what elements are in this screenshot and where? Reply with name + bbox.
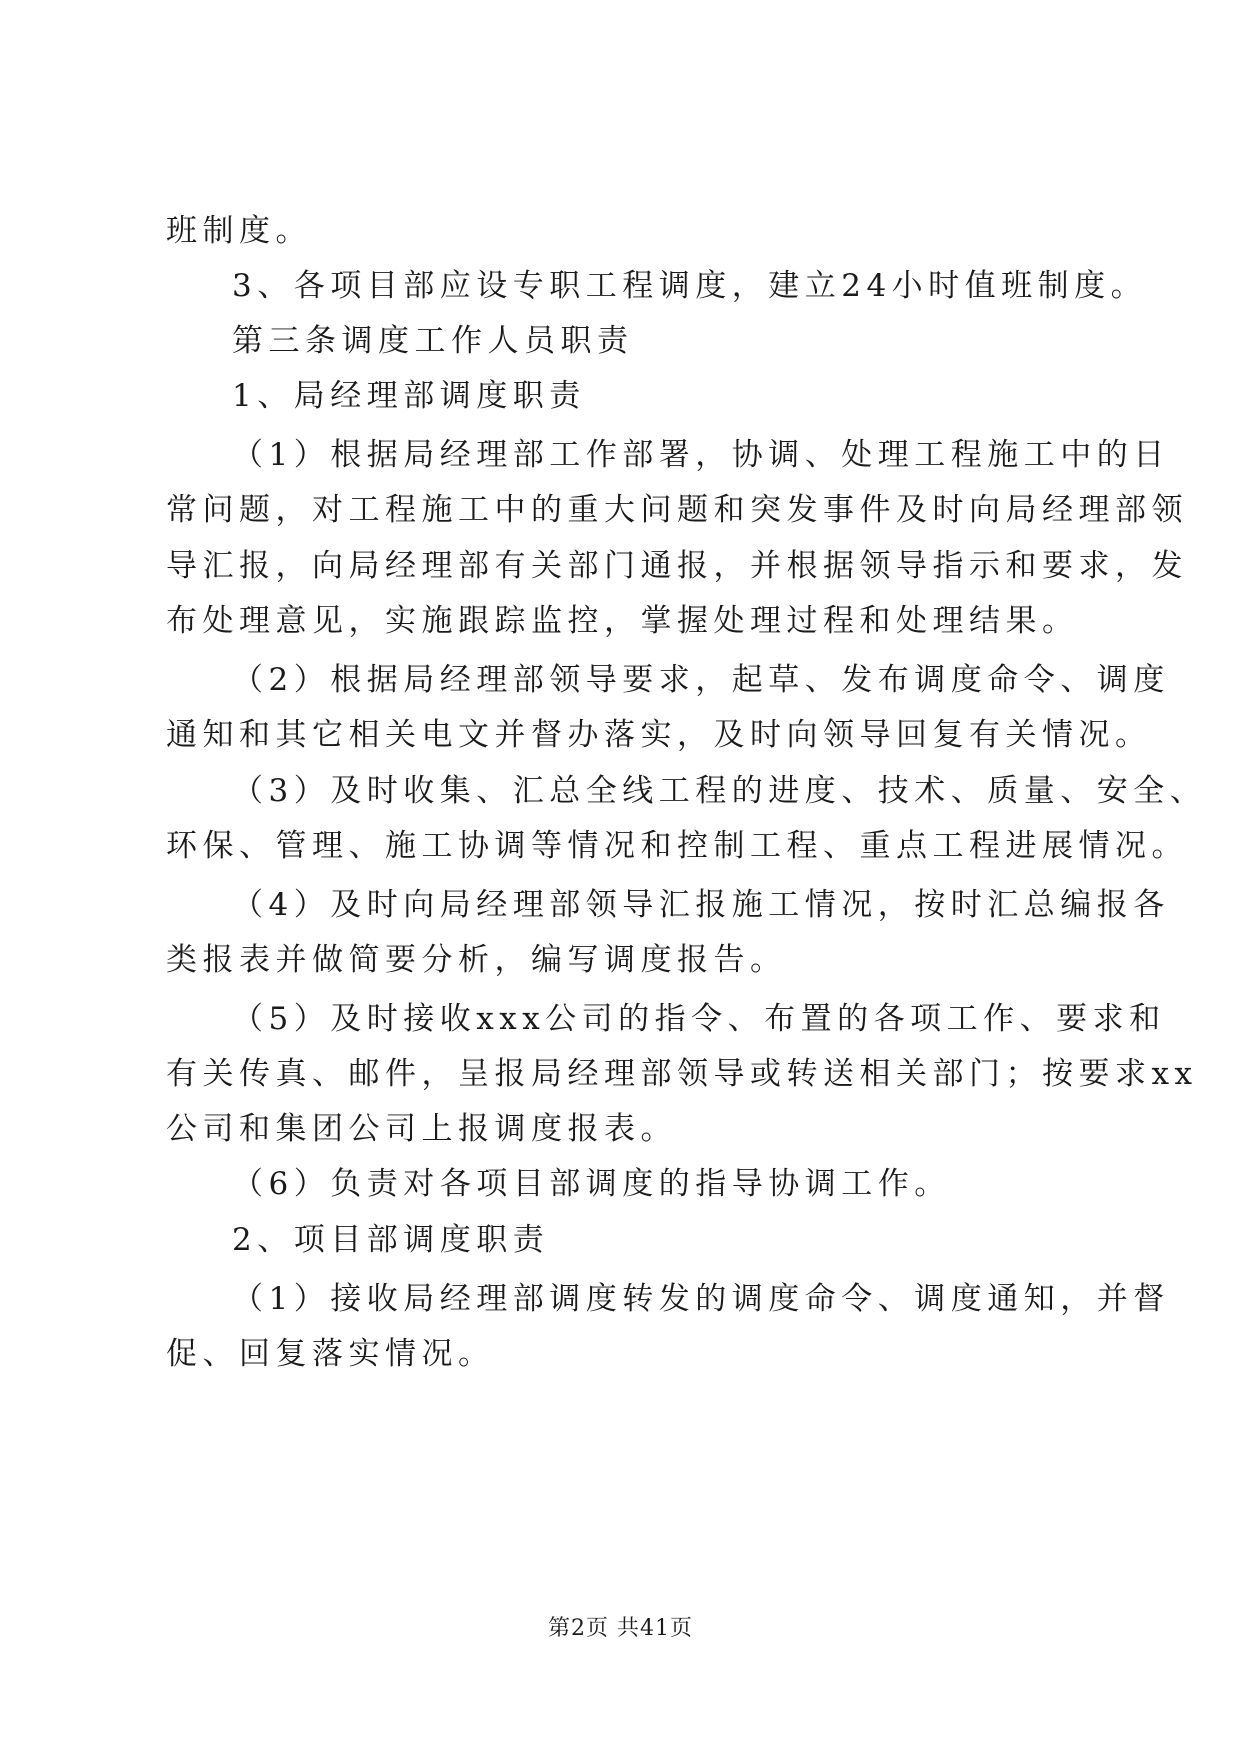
text-line: 导汇报，向局经理部有关部门通报，并根据领导指示和要求，发 bbox=[166, 548, 1188, 584]
text-line: 3、各项目部应设专职工程调度，建立24小时值班制度。 bbox=[232, 268, 1148, 304]
text-line: 班制度。 bbox=[166, 213, 312, 249]
text-line: （2）根据局经理部领导要求，起草、发布调度命令、调度 bbox=[232, 662, 1170, 698]
text-line: （6）负责对各项目部调度的指导协调工作。 bbox=[232, 1166, 951, 1202]
section-heading: 第三条调度工作人员职责 bbox=[232, 323, 634, 359]
text-line: 类报表并做简要分析，编写调度报告。 bbox=[166, 942, 787, 978]
text-line: 有关传真、邮件，呈报局经理部领导或转送相关部门；按要求xx bbox=[166, 1056, 1198, 1092]
page-footer: 第2页 共41页 bbox=[548, 1616, 693, 1641]
text-line: 通知和其它相关电文并督办落实，及时向领导回复有关情况。 bbox=[166, 717, 1152, 753]
text-line: （3）及时收集、汇总全线工程的进度、技术、质量、安全、 bbox=[232, 773, 1207, 809]
subsection-heading: 1、局经理部调度职责 bbox=[232, 378, 586, 414]
text-line: （1）接收局经理部调度转发的调度命令、调度通知，并督 bbox=[232, 1281, 1170, 1317]
text-line: 环保、管理、施工协调等情况和控制工程、重点工程进展情况。 bbox=[166, 828, 1188, 864]
subsection-heading: 2、项目部调度职责 bbox=[232, 1222, 550, 1258]
text-line: （4）及时向局经理部领导汇报施工情况，按时汇总编报各 bbox=[232, 887, 1170, 923]
text-line: （1）根据局经理部工作部署，协调、处理工程施工中的日 bbox=[232, 437, 1170, 473]
text-line: 促、回复落实情况。 bbox=[166, 1336, 495, 1372]
text-line: 布处理意见，实施跟踪监控，掌握处理过程和处理结果。 bbox=[166, 603, 1079, 639]
text-line: 公司和集团公司上报调度报表。 bbox=[166, 1111, 677, 1147]
text-line: 常问题，对工程施工中的重大问题和突发事件及时向局经理部领 bbox=[166, 492, 1188, 528]
text-line: （5）及时接收xxx公司的指令、布置的各项工作、要求和 bbox=[232, 1001, 1166, 1037]
